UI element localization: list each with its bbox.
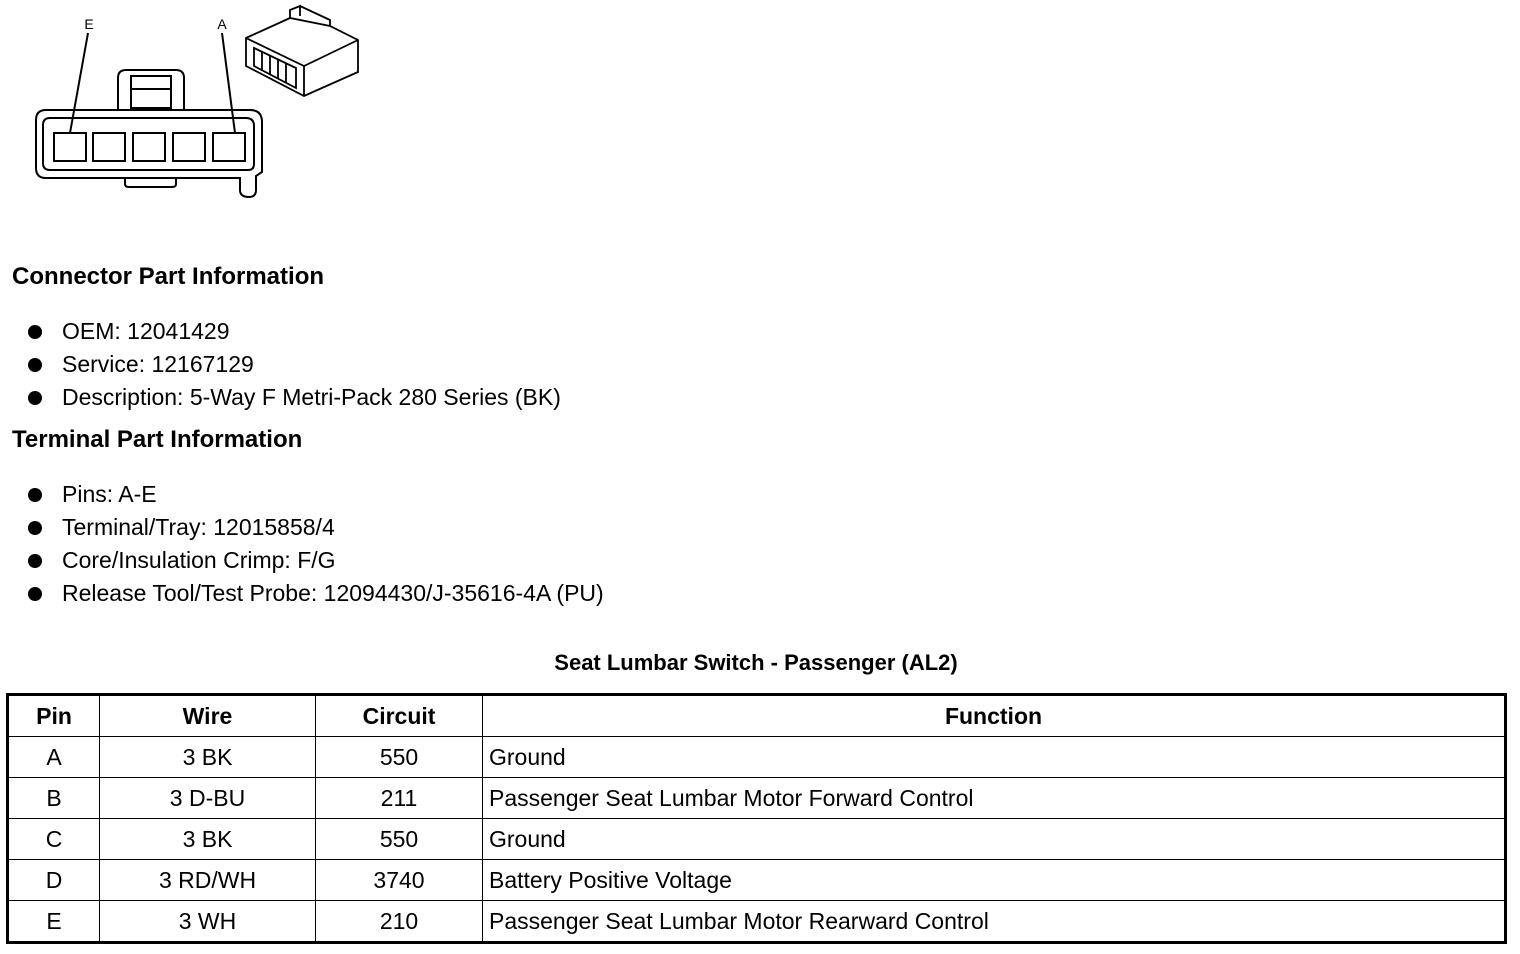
connector-isometric-view (246, 6, 358, 96)
cell-function: Passenger Seat Lumbar Motor Forward Control (483, 778, 1506, 819)
cell-pin: E (8, 901, 100, 943)
connector-inner-outline (43, 118, 254, 170)
connector-diagram (0, 0, 380, 210)
cell-wire: 3 RD/WH (100, 860, 316, 901)
cell-pin: D (8, 860, 100, 901)
terminal-info-list (28, 478, 604, 610)
column-header-function: Function (483, 695, 1506, 737)
cell-function: Passenger Seat Lumbar Motor Rearward Control (483, 901, 1506, 943)
bullet-icon (28, 391, 42, 405)
cavity-e (54, 133, 86, 161)
table-title: Seat Lumbar Switch - Passenger (AL2) (554, 650, 958, 675)
list-item: Core/Insulation Crimp: F/G (28, 544, 604, 577)
cell-circuit: 3740 (316, 860, 483, 901)
list-item: Description: 5-Way F Metri-Pack 280 Series (BK) (28, 381, 561, 414)
connector-info-list (28, 315, 561, 414)
pin-label-a: A (217, 16, 227, 32)
cell-wire: 3 D-BU (100, 778, 316, 819)
bullet-icon (28, 358, 42, 372)
table-row (8, 860, 1506, 901)
bullet-icon (28, 587, 42, 601)
cell-wire: 3 BK (100, 737, 316, 778)
connector-outline (36, 110, 262, 197)
cell-pin: A (8, 737, 100, 778)
table-row (8, 737, 1506, 778)
table-row (8, 819, 1506, 860)
cell-pin: C (8, 819, 100, 860)
table-header-row (8, 695, 1506, 737)
column-header-pin: Pin (8, 695, 100, 737)
list-item: Pins: A-E (28, 478, 604, 511)
cavity-d (93, 133, 125, 161)
cell-function: Ground (483, 819, 1506, 860)
pin-table (6, 693, 1507, 944)
list-item: Release Tool/Test Probe: 12094430/J-35616-4A (PU) (28, 577, 604, 610)
bullet-icon (28, 488, 42, 502)
cell-wire: 3 WH (100, 901, 316, 943)
bullet-icon (28, 521, 42, 535)
pin-label-e: E (84, 16, 94, 32)
table-row (8, 778, 1506, 819)
cell-wire: 3 BK (100, 819, 316, 860)
connector-bottom-tab (125, 178, 176, 187)
cell-function: Battery Positive Voltage (483, 860, 1506, 901)
bullet-icon (28, 325, 42, 339)
cell-circuit: 550 (316, 819, 483, 860)
latch-window (131, 76, 171, 108)
list-item: Terminal/Tray: 12015858/4 (28, 511, 604, 544)
table-row (8, 901, 1506, 943)
column-header-circuit: Circuit (316, 695, 483, 737)
cavity-b (173, 133, 205, 161)
list-item: Service: 12167129 (28, 348, 561, 381)
cell-function: Ground (483, 737, 1506, 778)
terminal-info-heading: Terminal Part Information (12, 426, 303, 453)
column-header-wire: Wire (100, 695, 316, 737)
cell-pin: B (8, 778, 100, 819)
cell-circuit: 211 (316, 778, 483, 819)
cell-circuit: 550 (316, 737, 483, 778)
connector-info-heading: Connector Part Information (12, 263, 325, 290)
cavity-c (133, 133, 165, 161)
cell-circuit: 210 (316, 901, 483, 943)
list-item: OEM: 12041429 (28, 315, 561, 348)
cavity-a (213, 133, 245, 161)
bullet-icon (28, 554, 42, 568)
